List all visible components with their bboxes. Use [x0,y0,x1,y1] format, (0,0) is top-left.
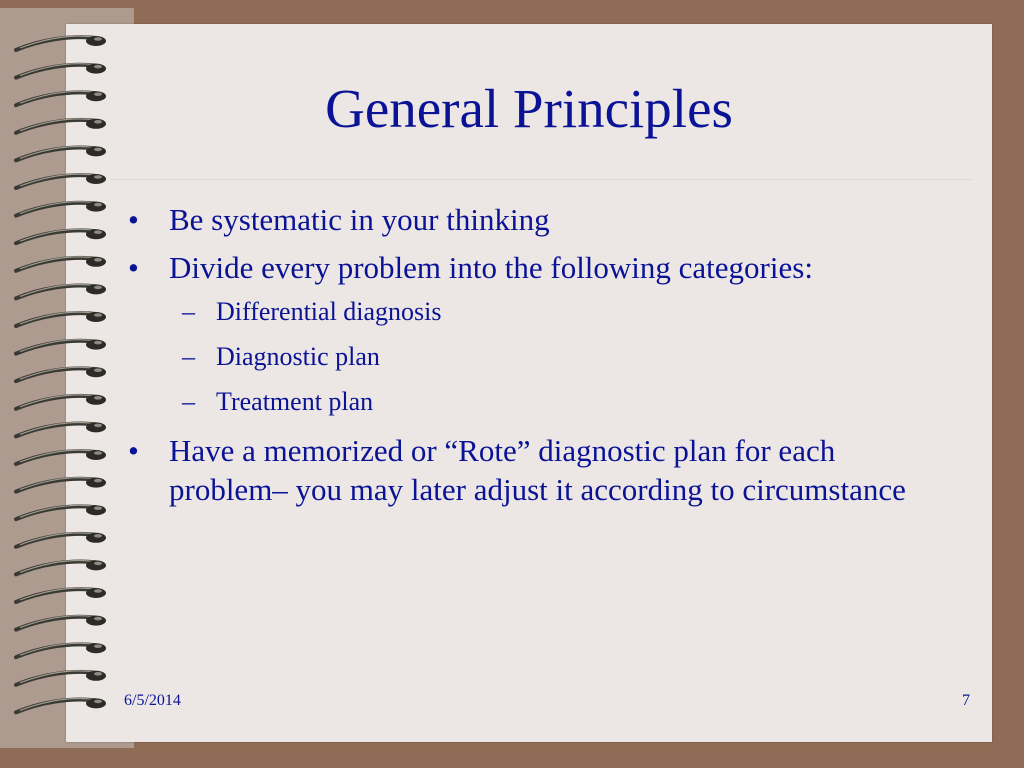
dash-mark: – [182,342,195,371]
slide-body [128,200,958,518]
binding-ring [16,643,106,657]
slide-title: General Principles [325,78,733,139]
bullet-item [128,200,958,239]
binding-ring [16,698,106,712]
binding-ring [16,533,106,547]
binding-ring [16,257,106,271]
sub-list [128,296,958,418]
bullet-item [128,431,958,509]
binding-ring [16,478,106,492]
dash-mark: – [182,297,195,326]
sub-bullet-item [128,341,958,373]
binding-ring [16,284,106,298]
binding-ring [16,229,106,243]
title-divider [110,179,972,180]
binding-ring [16,36,106,50]
sub-bullet-item [128,386,958,418]
bullet-mark: • [128,202,139,237]
binding-ring [16,395,106,409]
bullet-text: Divide every problem into the following categories: [169,250,813,285]
binding-ring [16,616,106,630]
binding-ring [16,312,106,326]
binding-ring [16,146,106,160]
bullet-mark: • [128,433,139,468]
bullet-text: Be systematic in your thinking [169,202,550,237]
bullet-item [128,248,958,287]
dash-mark: – [182,387,195,416]
binding-ring [16,174,106,188]
binding-ring [16,505,106,519]
binding-ring [16,560,106,574]
bullet-mark: • [128,250,139,285]
sub-bullet-text: Diagnostic plan [216,342,380,371]
binding-ring [16,340,106,354]
binding-ring [16,367,106,381]
sub-bullet-item [128,296,958,328]
footer-date: 6/5/2014 [124,692,181,709]
binding-ring [16,588,106,602]
binding-ring [16,671,106,685]
binding-ring [16,422,106,436]
sub-bullet-text: Treatment plan [216,387,374,416]
bullet-text: Have a memorized or “Rote” diagnostic plan for each problem– you may later adjust it according to circumstance [169,433,906,507]
binding-ring [16,202,106,216]
binding-ring [16,450,106,464]
sub-bullet-text: Differential diagnosis [216,297,442,326]
page-number: 7 [962,692,970,709]
